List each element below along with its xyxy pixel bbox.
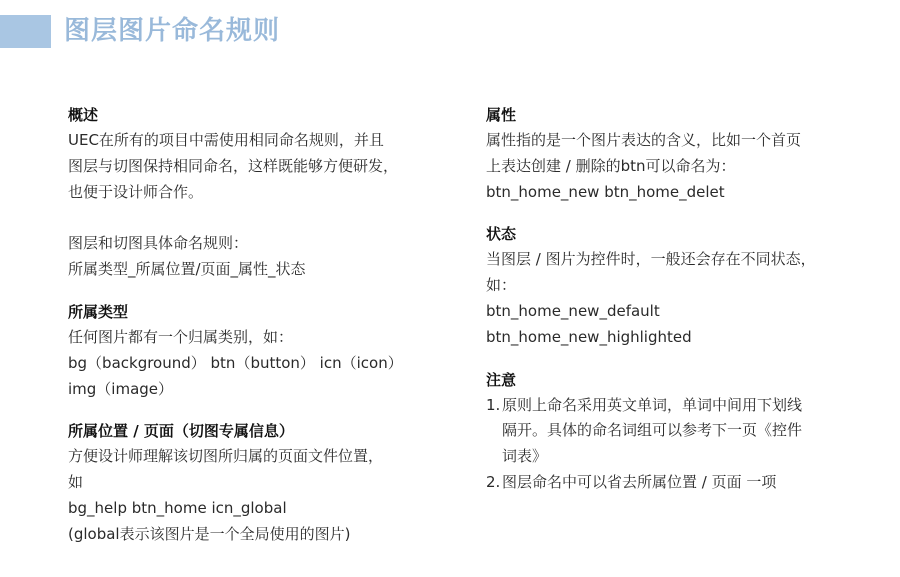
overview-line: 也便于设计师合作。 <box>68 182 204 201</box>
note-line: 隔开。具体的命名词组可以参考下一页《控件 <box>502 421 803 440</box>
state-line: 当图层 / 图片为控件时，一般还会存在不同状态， <box>486 250 816 269</box>
note-line: 图层命名中可以省去所属位置 / 页面 一项 <box>502 472 777 491</box>
state-line: btn_home_new_highlighted <box>486 327 692 346</box>
state-line: 如： <box>486 276 517 295</box>
note-text <box>502 470 886 496</box>
right-column <box>486 104 886 514</box>
section-heading-notes: 注意 <box>486 370 517 389</box>
note-item <box>486 470 886 496</box>
section-location <box>68 420 448 547</box>
section-heading-attribute: 属性 <box>486 106 517 124</box>
rules-line: 所属类型_所属位置/页面_属性_状态 <box>68 260 306 279</box>
location-line: bg_help btn_home icn_global <box>68 498 287 517</box>
state-line: btn_home_new_default <box>486 301 660 320</box>
section-state <box>486 223 886 350</box>
section-overview <box>68 104 448 205</box>
section-heading-location: 所属位置 / 页面（切图专属信息） <box>68 422 294 441</box>
section-heading-state: 状态 <box>486 225 517 244</box>
location-line: 如 <box>68 473 84 492</box>
rules-line: 图层和切图具体命名规则： <box>68 234 249 253</box>
section-heading-type: 所属类型 <box>68 302 129 321</box>
type-line: bg（background） btn（button） icn（icon） <box>68 353 403 372</box>
overview-line: 图层与切图保持相同命名，这样既能够方便研发， <box>68 156 399 175</box>
note-text <box>502 393 886 470</box>
section-type <box>68 301 448 402</box>
page-title: 图层图片命名规则 <box>64 16 281 46</box>
left-column <box>68 104 448 566</box>
title-accent-block <box>0 15 51 48</box>
attribute-line: btn_home_new btn_home_delet <box>486 182 725 201</box>
location-line: (global表示该图片是一个全局使用的图片) <box>68 524 351 543</box>
type-line: img（image） <box>68 379 174 398</box>
location-line: 方便设计师理解该切图所归属的页面文件位置， <box>68 447 384 466</box>
note-number: 2. <box>486 472 501 491</box>
attribute-line: 属性指的是一个图片表达的含义，比如一个首页 <box>486 131 802 149</box>
note-item <box>486 393 886 470</box>
overview-line: UEC在所有的项目中需使用相同命名规则，并且 <box>68 131 384 149</box>
type-line: 任何图片都有一个归属类别，如： <box>68 327 294 346</box>
section-rules <box>68 231 448 283</box>
note-line: 词表》 <box>502 447 548 466</box>
note-line: 原则上命名采用英文单词，单词中间用下划线 <box>502 395 803 414</box>
section-attribute <box>486 104 886 205</box>
section-notes <box>486 369 886 496</box>
attribute-line: 上表达创建 / 删除的btn可以命名为： <box>486 156 736 175</box>
note-number: 1. <box>486 395 501 414</box>
section-heading-overview: 概述 <box>68 106 99 124</box>
